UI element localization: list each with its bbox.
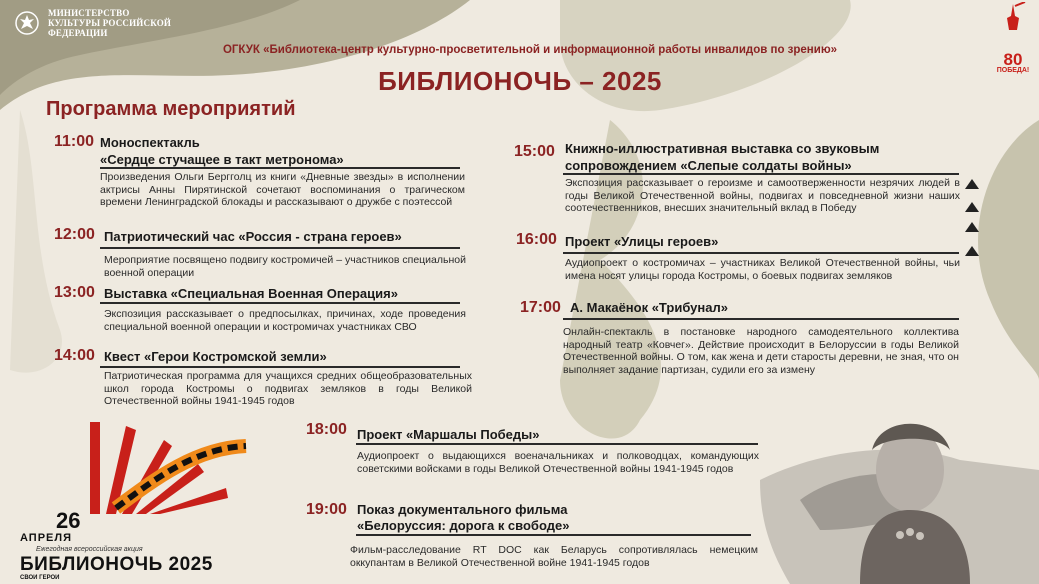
event-subtitle: «Белоруссия: дорога к свободе» xyxy=(357,518,570,533)
event-title: Патриотический час «Россия - страна героев» xyxy=(104,229,402,244)
event-title: Показ документального фильма xyxy=(357,502,568,517)
pilot-photo xyxy=(760,410,1039,584)
badge-number: 80 xyxy=(1003,50,1023,69)
event-time: 15:00 xyxy=(514,143,555,160)
event-title: Квест «Герои Костромской земли» xyxy=(104,349,327,364)
divider xyxy=(356,443,758,445)
event-time: 19:00 xyxy=(306,501,347,518)
ministry-header xyxy=(14,8,178,38)
event-title: А. Макаёнок «Трибунал» xyxy=(570,300,728,315)
event-time: 13:00 xyxy=(54,284,95,301)
divider xyxy=(100,366,460,368)
event-title: Моноспектакль xyxy=(100,135,200,150)
divider xyxy=(100,247,460,249)
triangle-bullet-icon xyxy=(965,222,979,232)
event-description: Онлайн-спектакль в постановке народного самодеятельного коллектива народный театр «Ковчег». Действие происходит в Белоруссии в годы Великой Отечественной войны. О том, как жена и дети старосты деревни, не зная, что он выполняет задание партизан, судили его за измену xyxy=(563,326,959,376)
event-description: Экспозиция рассказывает о предпосылках, причинах, ходе проведения специальной военной операции и костромичах участниках СВО xyxy=(104,308,466,333)
logo-tagline: СВОИ ГЕРОИ xyxy=(20,575,60,581)
event-title: Проект «Маршалы Победы» xyxy=(357,427,540,442)
event-description: Патриотическая программа для учащихся средних общеобразовательных школ города Костромы о подвигах земляков в годы Великой Отечественной войны 1941-1945 годов xyxy=(104,370,472,408)
logo-name: БИБЛИОНОЧЬ 2025 xyxy=(20,554,213,575)
event-time: 16:00 xyxy=(516,231,557,248)
triangle-bullet-icon xyxy=(965,179,979,189)
event-time: 11:00 xyxy=(54,133,95,150)
divider xyxy=(563,252,959,254)
badge-text: ПОБЕДА! xyxy=(996,67,1030,74)
page-title: БИБЛИОНОЧЬ – 2025 xyxy=(378,66,662,96)
event-time: 12:00 xyxy=(54,226,95,243)
logo-subtitle: Ежегодная всероссийская акция xyxy=(36,546,143,553)
ministry-name: МИНИСТЕРСТВО КУЛЬТУРЫ РОССИЙСКОЙ ФЕДЕРАЦИИ xyxy=(48,8,172,38)
event-description: Аудиопроект о костромичах – участниках Великой Отечественной войны, чьи имена носят улицы города Костромы, о боевых подвигах земляков xyxy=(565,257,960,282)
logo-date-month: АПРЕЛЯ xyxy=(20,532,73,544)
event-title: Книжно-иллюстративная выставка со звуковым xyxy=(565,141,880,156)
triangle-bullet-icon xyxy=(965,246,979,256)
event-description: Экспозиция рассказывает о героизме и самоотверженности незрячих людей в годы Великой Отечественной войны, подвигах и повседневной жизни наших соотечественников, внесших значительный вклад в Победу xyxy=(565,177,960,215)
divider xyxy=(100,167,460,169)
event-title: Выставка «Специальная Военная Операция» xyxy=(104,286,398,301)
motherland-statue-icon xyxy=(995,2,1031,48)
eagle-emblem-icon xyxy=(14,10,40,36)
organization-name: ОГКУК «Библиотека-центр культурно-просветительной и информационной работы инвалидов по зрению» xyxy=(222,44,838,56)
logo-date-number: 26 xyxy=(56,508,81,533)
event-description: Мероприятие посвящено подвигу костромичей – участников специальной военной операции xyxy=(104,254,466,279)
triangle-bullet-icon xyxy=(965,202,979,212)
victory-80-badge xyxy=(995,2,1031,72)
divider xyxy=(356,534,751,536)
divider xyxy=(563,173,959,175)
divider xyxy=(100,302,460,304)
event-time: 17:00 xyxy=(520,299,561,316)
event-subtitle: сопровождением «Слепые солдаты войны» xyxy=(565,158,852,173)
event-description: Произведения Ольги Бергголц из книги «Дневные звезды» в исполнении актрисы Анны Пирятинской сочетают воспоминания о трагическом времени Ленинградской блокады и рассказывают о дружбе с поэтессой xyxy=(100,171,465,209)
st-george-ribbon-fan-icon xyxy=(86,418,256,518)
event-subtitle: «Сердце стучащее в такт метронома» xyxy=(100,152,344,167)
event-description: Фильм-расследование RT DOC как Беларусь сопротивлялась немецким оккупантам в Великой Отечественной войне 1941-1945 годов xyxy=(350,544,758,569)
program-title: Программа мероприятий xyxy=(46,98,296,120)
event-description: Аудиопроект о выдающихся военачальниках и полководцах, командующих советскими войсками в годы Великой Отечественной войны 1941-1945 годов xyxy=(357,450,759,475)
event-time: 18:00 xyxy=(306,421,347,438)
divider xyxy=(563,318,959,320)
event-title: Проект «Улицы героев» xyxy=(565,234,719,249)
event-time: 14:00 xyxy=(54,347,95,364)
